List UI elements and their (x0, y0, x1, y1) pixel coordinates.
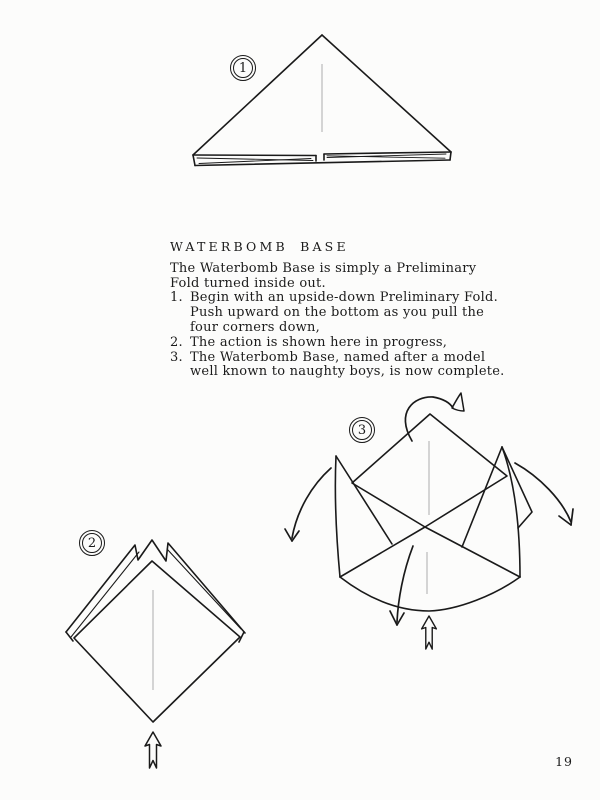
left-arrow-icon (292, 468, 331, 538)
page-number: 19 (555, 754, 573, 769)
instruction-text-block (170, 239, 505, 380)
step-number: 1. (170, 290, 183, 306)
step-text: The Waterbomb Base, named after a model well known to naughty boys, is now complete. (190, 349, 505, 380)
figure-3-step-badge (349, 417, 375, 443)
intro-line: Fold turned inside out. (170, 275, 326, 291)
intro-line: The Waterbomb Base is simply a Preliminary (170, 260, 477, 276)
step-number: 3. (170, 349, 183, 365)
step-text: Begin with an upside-down Preliminary Fold. Push upward on the bottom as you pull the four corners down, (190, 290, 498, 335)
section-heading: WATERBOMB BASE (170, 239, 349, 254)
step-number: 2. (170, 334, 183, 350)
figure-2-step-badge (79, 530, 105, 556)
curl-arrow-icon (405, 397, 453, 441)
figure-3-waterbomb-drawing (335, 414, 532, 611)
curl-arrow-tip (452, 393, 464, 411)
figure-2-preliminary-fold-drawing (66, 540, 245, 722)
inner-arrow-icon (397, 546, 413, 622)
step-text: The action is shown here in progress, (190, 334, 448, 350)
figure-2-push-arrow-icon (145, 732, 161, 768)
figure-2-step-number: 2 (82, 533, 102, 553)
figure-1-step-badge (230, 55, 256, 81)
figure-3-step-number: 3 (352, 420, 372, 440)
step-item-3 (170, 349, 505, 381)
step-item-1 (170, 290, 498, 335)
figure-3-push-arrow-icon (422, 616, 437, 649)
figure-1-step-number: 1 (233, 58, 253, 78)
step-item-2 (170, 336, 490, 351)
figure-3-crease-lines (427, 441, 429, 594)
